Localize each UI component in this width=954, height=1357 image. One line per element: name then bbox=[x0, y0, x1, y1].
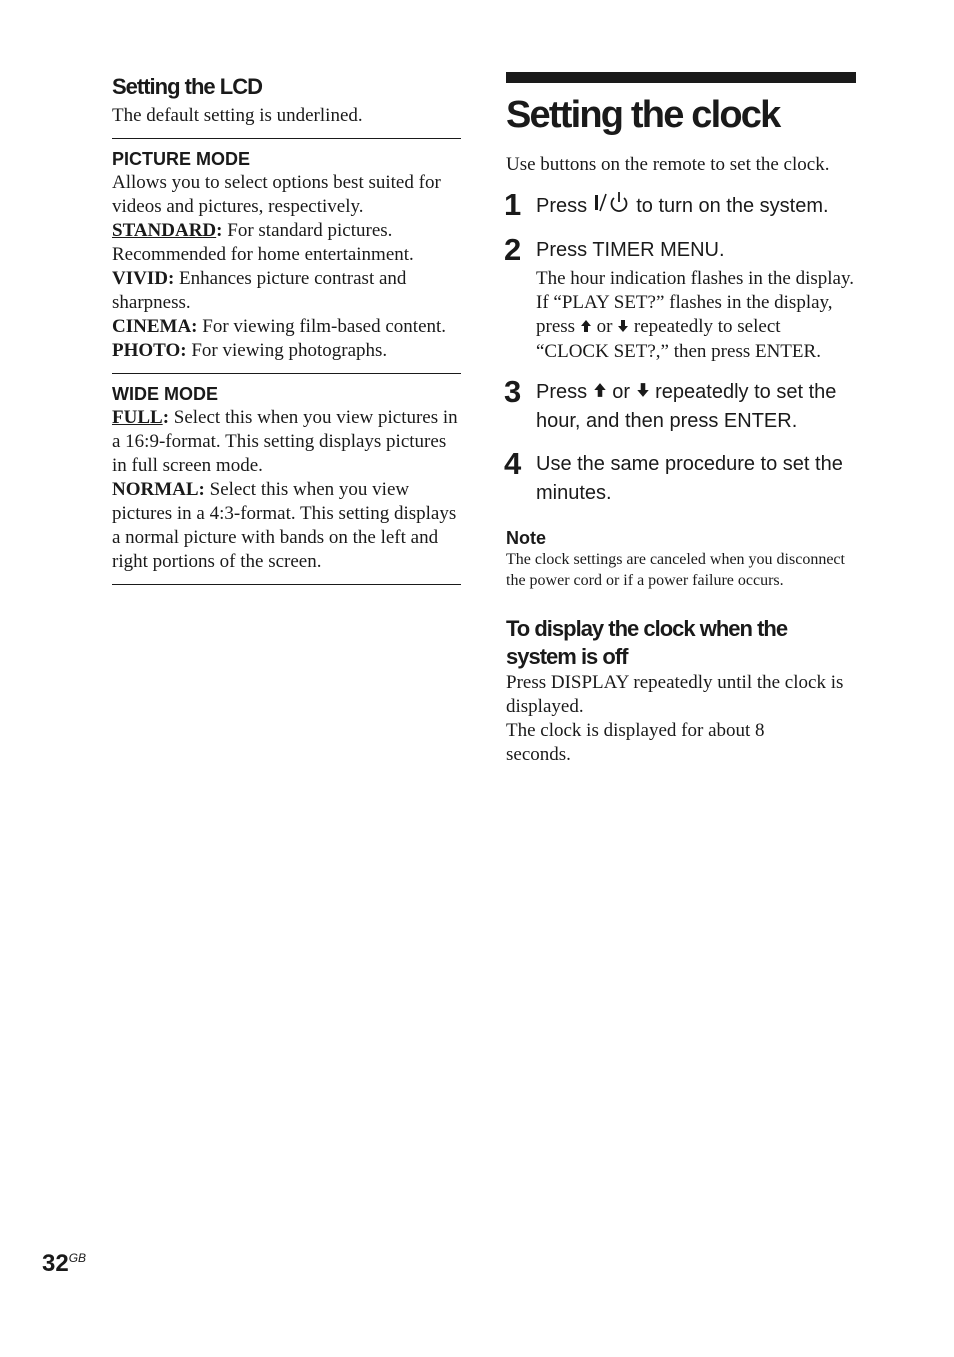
note-body: The clock settings are canceled when you disconnect the power cord or if a power failure occurs. bbox=[506, 550, 845, 589]
lcd-section-title: Setting the LCD bbox=[112, 74, 262, 99]
option-term: VIVID: bbox=[112, 268, 175, 289]
page-title: Setting the clock bbox=[506, 94, 780, 136]
divider bbox=[112, 138, 461, 139]
step-text: Press to turn on the system. bbox=[536, 191, 856, 222]
arrow-down-icon bbox=[617, 316, 629, 340]
divider bbox=[112, 584, 461, 585]
option-cinema bbox=[112, 315, 461, 339]
step-1 bbox=[504, 187, 856, 222]
page-number: $32^{GB}$ bbox=[42, 1250, 87, 1277]
left-column bbox=[112, 70, 461, 593]
page-suffix: GB bbox=[68, 1251, 87, 1265]
step-text: Use the same procedure to set the minutes. bbox=[536, 452, 843, 504]
note-heading: Note bbox=[506, 527, 546, 548]
option-term: STANDARD bbox=[112, 220, 217, 241]
step-number: 3 bbox=[504, 373, 521, 409]
option-full: FULL: Select this when you view pictures in a 16:9-format. This setting displays pictures in full screen mode. bbox=[112, 407, 458, 476]
option-desc: For viewing film-based content. bbox=[197, 316, 447, 337]
arrow-up-icon bbox=[593, 378, 607, 407]
step-detail: If “PLAY SET?” flashes in the display, press or repeatedly to select “CLOCK SET?,” then press ENTER. bbox=[536, 292, 833, 362]
power-icon bbox=[593, 191, 631, 222]
option-desc: For viewing photographs. bbox=[186, 340, 388, 361]
wide-mode-heading: WIDE MODE bbox=[112, 384, 218, 404]
default-note: The default setting is underlined. bbox=[112, 105, 363, 126]
option-desc: Select this when you view pictures in a 4:3-format. This setting displays a normal picture with bands on the left and right portions of the screen. bbox=[112, 479, 457, 572]
arrow-down-icon bbox=[636, 378, 650, 407]
option-term: FULL bbox=[112, 407, 163, 428]
divider bbox=[112, 373, 461, 374]
option-term: CINEMA: bbox=[112, 316, 198, 337]
option-desc: Select this when you view pictures in a 16:9-format. This setting displays pictures in full screen mode. bbox=[112, 407, 458, 476]
step-4 bbox=[504, 445, 856, 508]
picture-mode-heading: PICTURE MODE bbox=[112, 149, 251, 169]
step-text: Press TIMER MENU. bbox=[536, 239, 725, 261]
option-term: PHOTO: bbox=[112, 340, 187, 361]
title-bar bbox=[506, 72, 856, 83]
display-clock-p2: The clock is displayed for about 8 seconds. bbox=[506, 719, 765, 765]
step-number: 4 bbox=[504, 445, 521, 481]
step-detail: The hour indication flashes in the display. bbox=[536, 268, 854, 289]
clock-intro: Use buttons on the remote to set the clock. bbox=[506, 154, 830, 175]
right-column bbox=[506, 72, 856, 767]
option-desc: Enhances picture contrast and sharpness. bbox=[112, 268, 407, 313]
step-number: 2 bbox=[504, 232, 521, 267]
option-photo bbox=[112, 339, 461, 363]
step-text: Press or repeatedly to set the hour, and then press ENTER. bbox=[536, 378, 856, 436]
option-vivid bbox=[112, 267, 461, 315]
display-clock-heading: To display the clock when the system is off bbox=[506, 615, 788, 669]
option-standard: STANDARD: For standard pictures. Recommended for home entertainment. bbox=[112, 220, 414, 265]
option-desc: For standard pictures. Recommended for home entertainment. bbox=[112, 220, 414, 265]
picture-mode-intro: Allows you to select options best suited for videos and pictures, respectively. bbox=[112, 172, 441, 217]
step-3 bbox=[504, 373, 856, 436]
arrow-up-icon bbox=[580, 316, 592, 340]
option-normal bbox=[112, 478, 461, 574]
step-2 bbox=[504, 232, 856, 364]
step-number: 1 bbox=[504, 187, 521, 222]
option-term: NORMAL: bbox=[112, 479, 205, 500]
display-clock-p1: Press DISPLAY repeatedly until the clock is displayed. bbox=[506, 671, 844, 717]
